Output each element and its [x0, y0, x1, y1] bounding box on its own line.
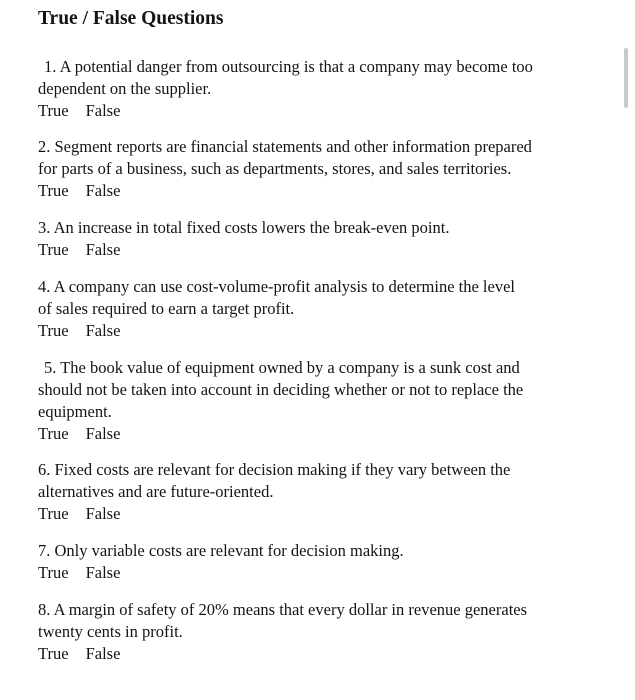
option-true[interactable]: True [38, 181, 69, 200]
question-3 [38, 217, 608, 261]
question-8 [38, 599, 608, 665]
option-false[interactable]: False [85, 644, 121, 663]
answer-options [38, 643, 608, 665]
question-text: 4. A company can use cost-volume-profit analysis to determine the level of sales required to earn a target profit. [38, 277, 515, 318]
answer-options [38, 100, 608, 122]
answer-options [38, 239, 608, 261]
answer-options [38, 423, 608, 445]
option-false[interactable]: False [85, 321, 121, 340]
question-7 [38, 540, 608, 584]
answer-options [38, 562, 608, 584]
answer-options [38, 503, 608, 525]
option-true[interactable]: True [38, 101, 69, 120]
question-1 [38, 56, 608, 122]
option-false[interactable]: False [85, 504, 121, 523]
question-text: 3. An increase in total fixed costs lowers the break-even point. [38, 218, 450, 237]
answer-options [38, 180, 608, 202]
vertical-scrollbar[interactable] [624, 48, 628, 108]
option-true[interactable]: True [38, 563, 69, 582]
question-2 [38, 136, 608, 202]
question-text: 6. Fixed costs are relevant for decision making if they vary between the alternatives and are future-oriented. [38, 460, 511, 501]
question-text: 8. A margin of safety of 20% means that every dollar in revenue generates twenty cents in profit. [38, 600, 528, 641]
answer-options [38, 320, 608, 342]
option-false[interactable]: False [85, 240, 121, 259]
page-title: True / False Questions [38, 8, 224, 29]
option-false[interactable]: False [85, 181, 121, 200]
option-false[interactable]: False [85, 563, 121, 582]
question-4 [38, 276, 608, 342]
question-text: 7. Only variable costs are relevant for decision making. [38, 541, 404, 560]
question-6 [38, 459, 608, 525]
option-true[interactable]: True [38, 240, 69, 259]
option-true[interactable]: True [38, 644, 69, 663]
question-text: 2. Segment reports are financial statements and other information prepared for parts of a business, such as departments, stores, and sales territories. [38, 137, 532, 178]
option-true[interactable]: True [38, 424, 69, 443]
option-false[interactable]: False [85, 424, 121, 443]
question-text: 1. A potential danger from outsourcing is that a company may become too dependent on the supplier. [38, 57, 533, 98]
option-true[interactable]: True [38, 504, 69, 523]
option-false[interactable]: False [85, 101, 121, 120]
question-5 [38, 357, 608, 445]
question-text: 5. The book value of equipment owned by a company is a sunk cost and should not be taken into account in deciding whether or not to replace the equipment. [38, 358, 524, 421]
option-true[interactable]: True [38, 321, 69, 340]
